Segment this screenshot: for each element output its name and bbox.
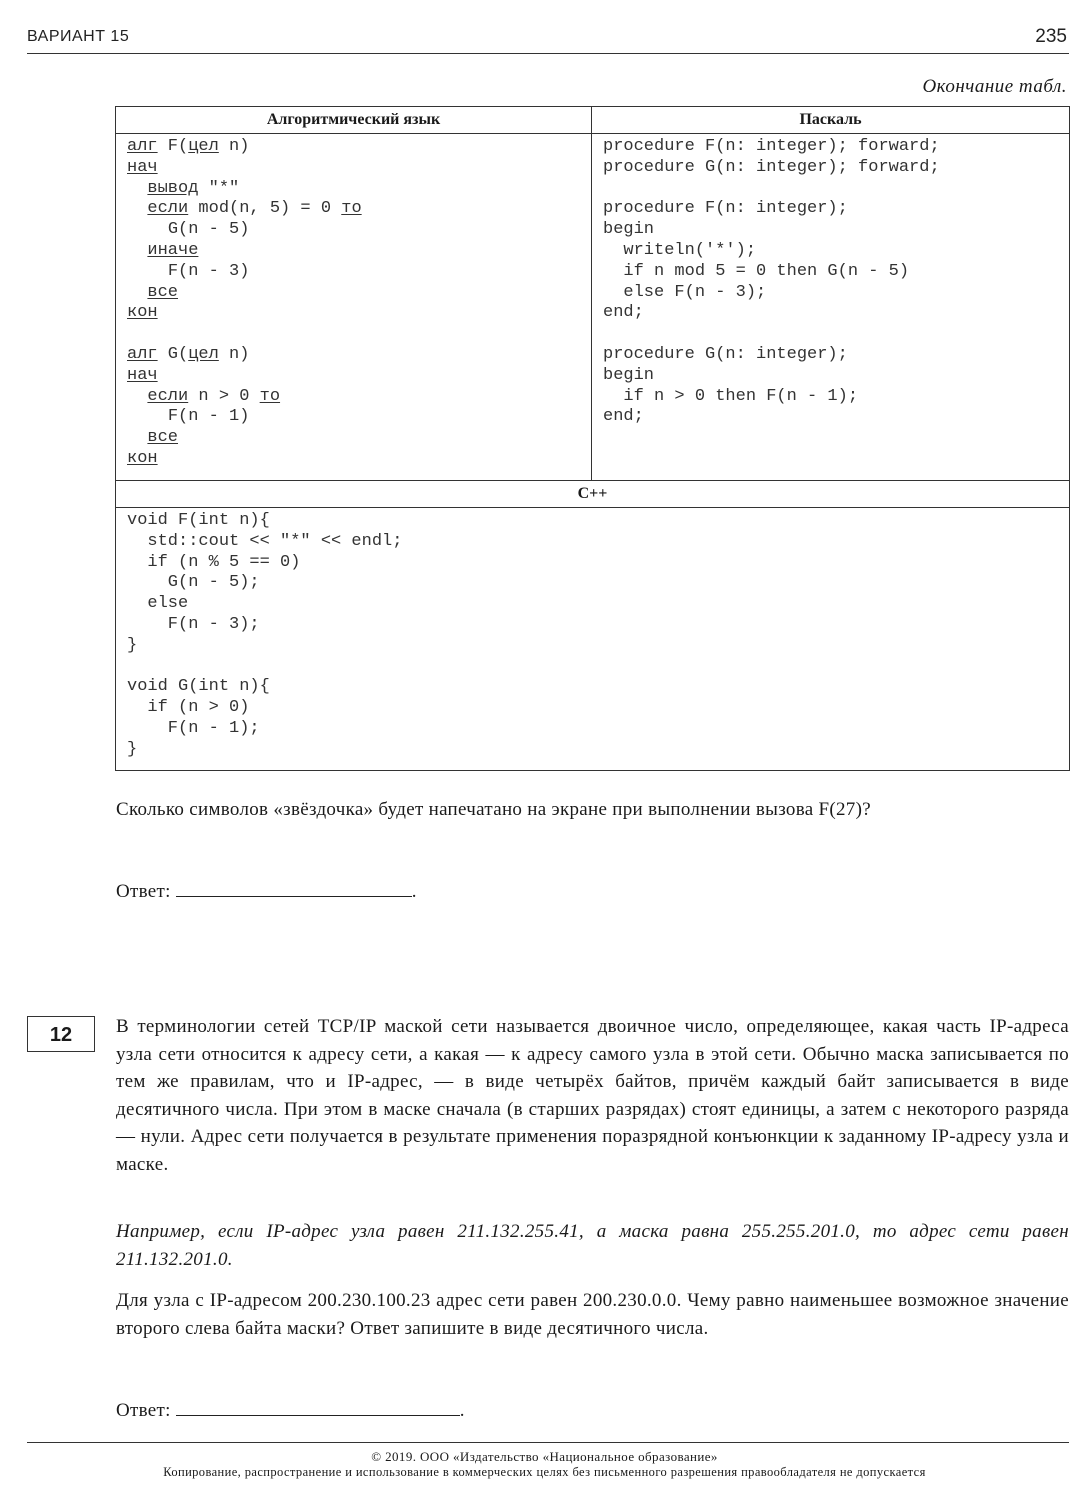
cpp-cell <box>116 508 1070 771</box>
copyright-notice: Копирование, распространение и использование в коммерческих целях без письменного разрешения правообладателя не допускается <box>163 1465 926 1479</box>
algorithmic-cell <box>116 134 592 481</box>
col-header-algorithmic: Алгоритмический язык <box>116 107 592 134</box>
question-11-text: Сколько символов «звёздочка» будет напечатано на экране при выполнении вызова F(27)? <box>116 799 871 820</box>
answer-12-field[interactable] <box>176 1395 460 1416</box>
col-header-cpp: C++ <box>116 481 1070 508</box>
table-caption: Окончание табл. <box>922 76 1067 97</box>
cpp-code: void F(int n){ std::cout << "*" << endl; if (n % 5 == 0) G(n - 5); else F(n - 3); } void G(int n){ if (n > 0) F(n - 1); } <box>127 511 403 759</box>
variant-label: ВАРИАНТ 15 <box>27 28 130 45</box>
task-12-paragraph: В терминологии сетей TCP/IP маской сети называется двоичное число, определяющее, какая часть IP-адреса узла сети относится к адресу сети, а какая — к адресу самого узла в этой сети. Обычно маска записывается по тем же правилам, что и IP-адрес, — в виде четырёх байтов, причём каждый байт записывается в виде десятичного числа. При этом в маске сначала (в старших разрядах) стоят единицы, а затем с некоторого разряда — нули. Адрес сети получается в результате применения поразрядной конъюнкции к заданному IP-адресу узла и маске. <box>116 1016 1069 1175</box>
answer-label: Ответ: <box>116 881 171 902</box>
task-number-box: 12 <box>27 1016 95 1052</box>
answer-11-field[interactable] <box>176 876 412 897</box>
answer-11: Ответ: . <box>116 876 417 903</box>
answer-12: Ответ: . <box>116 1395 465 1422</box>
answer-label: Ответ: <box>116 1400 171 1421</box>
header-divider <box>27 53 1069 54</box>
page-number: 235 <box>1035 26 1067 47</box>
task-12-question: Для узла с IP-адресом 200.230.100.23 адрес сети равен 200.230.0.0. Чему равно наименьшее возможное значение второго слева байта маски? Ответ запишите в виде десятичного числа. <box>116 1290 1069 1339</box>
algorithmic-code: алг F(цел n) нач вывод "*" если mod(n, 5) = 0 то G(n - 5) иначе F(n - 3) все кон алг G(цел n) нач если n > 0 то F(n - 1) все кон <box>127 137 362 468</box>
pascal-cell <box>592 134 1070 481</box>
code-table <box>115 106 1070 771</box>
footer-divider <box>27 1442 1069 1443</box>
pascal-code: procedure F(n: integer); forward; procedure G(n: integer); forward; procedure F(n: integer); begin writeln('*'); if n mod 5 = 0 then G(n - 5) else F(n - 3); end; procedure G(n: integer); begin if n > 0 then F(n - 1); end; <box>603 137 940 427</box>
col-header-pascal: Паскаль <box>592 107 1070 134</box>
copyright-line: © 2019. ООО «Издательство «Национальное образование» <box>371 1449 718 1464</box>
task-12-example: Например, если IP-адрес узла равен 211.132.255.41, а маска равна 255.255.201.0, то адрес сети равен 211.132.201.0. <box>116 1221 1069 1270</box>
